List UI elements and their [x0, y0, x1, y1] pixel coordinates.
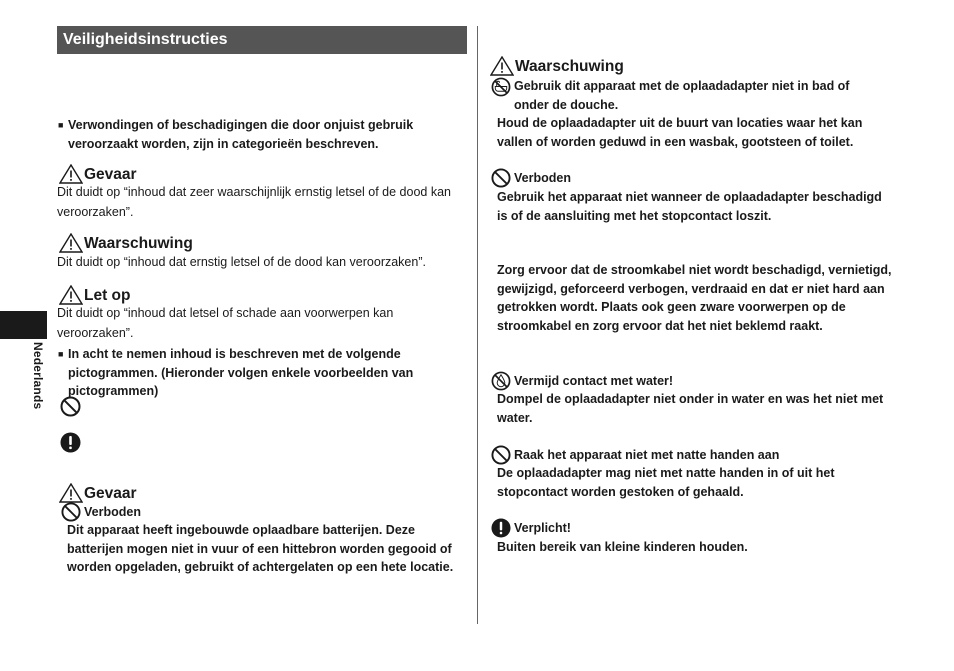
right-verboden-label: Verboden: [514, 171, 571, 185]
waarschuwing-description: Dit duidt op “inhoud dat ernstig letsel of de dood kan veroorzaken”.: [57, 255, 426, 269]
right-waarschuwing-text: Houd de oplaadadapter uit de buurt van locaties waar het kan vallen of worden geduwd in een wasbak, gootsteen of toilet.: [497, 116, 863, 149]
warning-triangle-icon: [490, 56, 514, 76]
water-text: Dompel de oplaadadapter niet onder in water en was het niet met water.: [497, 392, 884, 425]
intro-bullet-text: Verwondingen of beschadigingen die door onjuist gebruik veroorzaakt worden, zijn in categorieën beschreven.: [68, 118, 414, 151]
cable-text: Zorg ervoor dat de stroomkabel niet wordt beschadigd, vernietigd, gewijzigd, geforceerd verbogen, verdraaid en dat er niet hard aan getrokken wordt. Plaats ook geen zware voorwerpen op de stroomkabel en zorg ervoor dat het niet beklemd raakt.: [497, 263, 892, 333]
hands-label: Raak het apparaat niet met natte handen aan: [514, 448, 780, 462]
warning-triangle-icon: [59, 285, 83, 305]
gevaar2-heading: [59, 483, 137, 503]
right-verboden-text: Gebruik het apparaat niet wanneer de oplaadadapter beschadigd is of de aansluiting met het stopcontact loszit.: [497, 190, 882, 223]
right-waarschuwing-title: Waarschuwing: [515, 58, 624, 75]
language-tab-marker: [0, 311, 47, 339]
right-verboden-sub: [491, 168, 571, 188]
gevaar-heading: [59, 164, 137, 184]
bullet-square-icon: ■: [58, 120, 64, 130]
warning-triangle-icon: [59, 164, 83, 184]
section-header: Veiligheidsinstructies: [57, 26, 467, 54]
verplicht-sub: [491, 518, 571, 538]
let-op-title: Let op: [84, 287, 131, 304]
mandatory-icon: [60, 432, 81, 453]
language-tab-label: Nederlands: [31, 342, 45, 410]
water-label: Vermijd contact met water!: [514, 374, 674, 388]
right-waarschuwing-heading: [490, 56, 624, 76]
gevaar2-title: Gevaar: [84, 485, 137, 502]
gevaar2-sub: [61, 502, 141, 522]
pictogram-bullet-text: In acht te nemen inhoud is beschreven met de volgende pictogrammen. (Hieronder volgen enkele voorbeelden van pictogrammen): [68, 347, 414, 398]
pictogram-bullet: [58, 345, 453, 401]
gevaar2-sub-label: Verboden: [84, 505, 141, 519]
hands-sub: [491, 445, 779, 465]
hands-text: De oplaadadapter mag niet met natte handen in of uit het stopcontact worden gestoken of gehaald.: [497, 466, 835, 499]
water-sub: [491, 371, 673, 391]
gevaar-title: Gevaar: [84, 166, 137, 183]
waarschuwing-heading: [59, 233, 193, 253]
mandatory-icon: [491, 518, 511, 538]
warning-triangle-icon: [59, 233, 83, 253]
right-waarschuwing-sub: Gebruik dit apparaat met de oplaadadapter niet in bad of onder de douche.: [514, 79, 850, 112]
no-water-icon: [491, 371, 511, 391]
intro-bullet: [58, 116, 458, 153]
no-bath-icon: [491, 77, 511, 97]
let-op-heading: [59, 285, 131, 305]
warning-triangle-icon: [59, 483, 83, 503]
prohibited-icon: [491, 445, 511, 465]
prohibited-icon: [61, 502, 81, 522]
verplicht-label: Verplicht!: [514, 521, 571, 535]
prohibited-icon: [491, 168, 511, 188]
bullet-square-icon: ■: [58, 349, 64, 359]
let-op-description: Dit duidt op “inhoud dat letsel of schade aan voorwerpen kan veroorzaken”.: [57, 306, 394, 340]
waarschuwing-title: Waarschuwing: [84, 235, 193, 252]
gevaar2-text: Dit apparaat heeft ingebouwde oplaadbare batterijen. Deze batterijen mogen niet in vuur of een hittebron worden gegooid of worden opgeladen, gebruikt of achtergelaten op een hete locatie.: [67, 523, 454, 574]
gevaar-description: Dit duidt op “inhoud dat zeer waarschijnlijk ernstig letsel of de dood kan veroorzaken”.: [57, 185, 451, 219]
verplicht-text: Buiten bereik van kleine kinderen houden.: [497, 540, 748, 554]
prohibited-icon: [60, 396, 81, 417]
column-divider: [477, 26, 478, 624]
